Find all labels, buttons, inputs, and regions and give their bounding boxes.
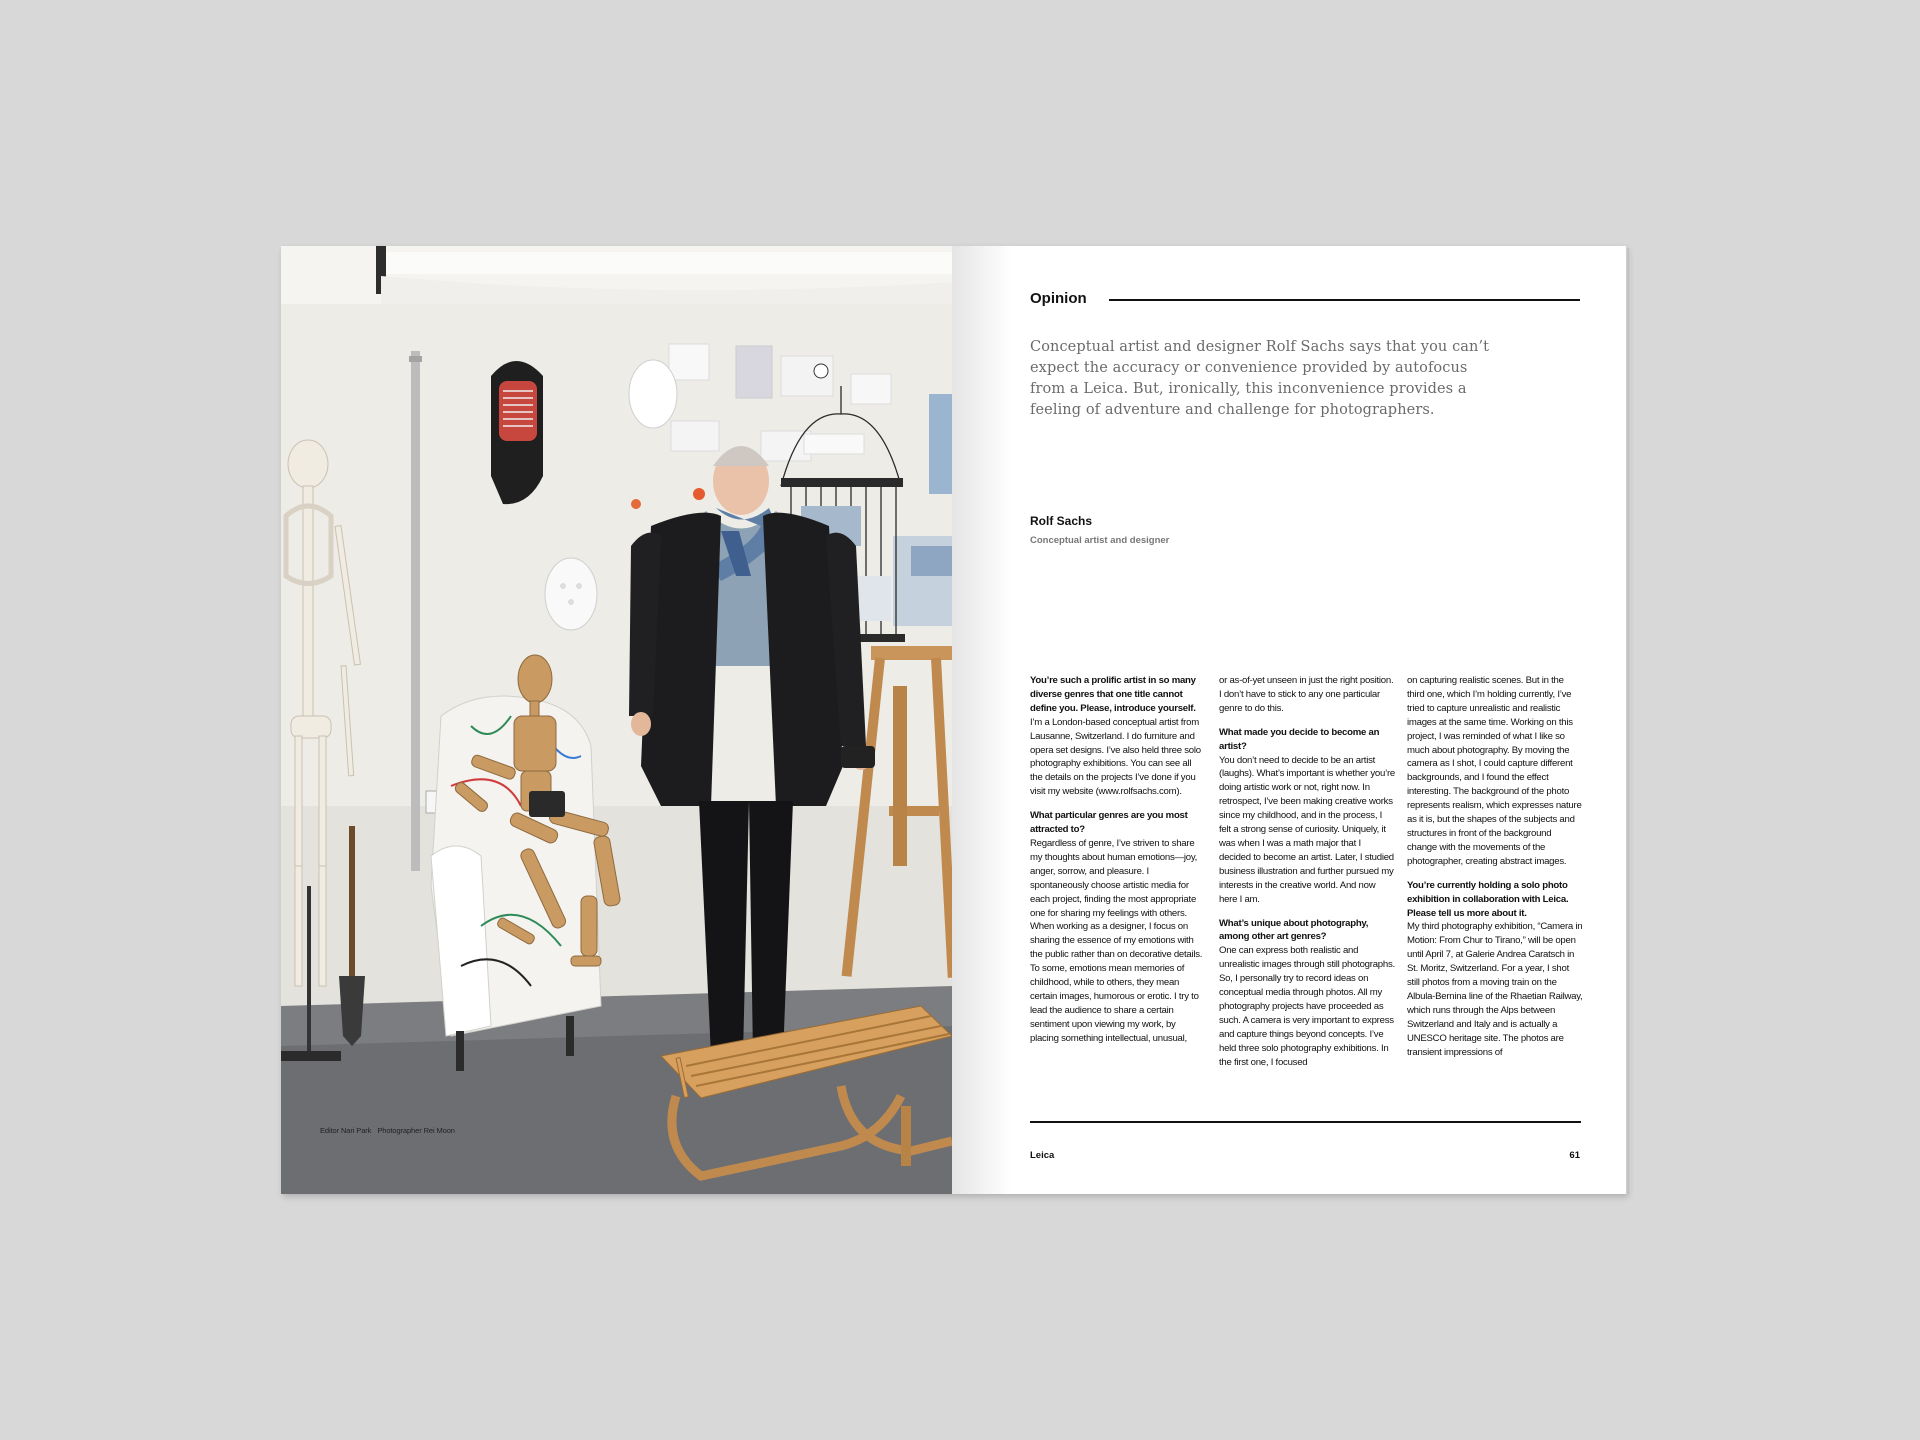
answer: I’m a London-based conceptual artist from Lausanne, Switzerland. I do furniture and opera set designs. I’ve also held three solo photography exhibitions. You can see all the details on the projects I’ve done if you visit my website (www.rolfsachs.com). xyxy=(1030,716,1201,798)
question: You’re currently holding a solo photo exhibition in collaboration with Leica. Please tell us more about it. xyxy=(1407,879,1569,919)
question: What made you decide to become an artist? xyxy=(1219,726,1380,752)
page-edge xyxy=(1626,248,1629,1194)
answer: or as-of-yet unseen in just the right position. I don’t have to stick to any one particular genre to do this. xyxy=(1219,675,1394,714)
question: What particular genres are you most attracted to? xyxy=(1030,810,1188,836)
publication-name: Leica xyxy=(1030,1150,1055,1161)
author-role: Conceptual artist and designer xyxy=(1030,535,1170,546)
answer: on capturing realistic scenes. But in the third one, which I’m holding currently, I’ve tried to capture unrealistic and realistic images at the same time. Working on this project, I was reminded of what I like so much about photography. By moving the camera as I shot, I could capture different backgrounds, and I found the effect interesting. The background of the photo represents realism, which expresses nature as it is, but the shapes of the subjects and structures in front of the background change with the movements of the photographer, creating abstract images. xyxy=(1407,675,1582,867)
photo-credits xyxy=(320,1126,455,1135)
section-header xyxy=(1030,288,1580,308)
question: What’s unique about photography, among other art genres? xyxy=(1219,917,1369,943)
text-column-3 xyxy=(1407,674,1583,1069)
left-page-photo xyxy=(281,246,952,1194)
editor-credit: Editor Nari Park xyxy=(320,1126,372,1135)
studio-portrait-photo xyxy=(281,246,952,1194)
page-number: 61 xyxy=(1569,1150,1580,1161)
right-page-article xyxy=(952,246,1626,1194)
magazine-spread xyxy=(281,246,1626,1194)
photographer-credit: Photographer Rei Moon xyxy=(377,1126,455,1135)
text-column-2 xyxy=(1219,674,1395,1079)
gutter-shadow xyxy=(952,246,1012,1194)
article-columns xyxy=(1030,674,1582,1114)
section-title: Opinion xyxy=(1030,290,1087,307)
answer: Regardless of genre, I’ve striven to share my thoughts about human emotions—joy, anger, sorrow, and pleasure. I spontaneously choose artistic media for each project, finding the most appropriate one for sharing my feelings with others. When working as a designer, I focus on sharing the essence of my emotions with the public rather than on decorative details. To some, emotions mean memories of childhood, while to others, they mean certain images, humorous or erotic. I try to lead the audience to share a certain sentiment upon viewing my work, by placing something intellectual, unusual, xyxy=(1030,837,1203,1044)
answer: My third photography exhibition, “Camera in Motion: From Chur to Tirano,” will be open until April 7, at Galerie Andrea Caratsch in St. Moritz, Switzerland. For a year, I shot still photos from a moving train on the Albula-Bernina line of the Rhaetian Railway, which runs through the Alps between Switzerland and Italy and is actually a UNESCO heritage site. The photos are transient impressions of xyxy=(1407,921,1583,1058)
footer-rule xyxy=(1030,1121,1581,1123)
text-column-1 xyxy=(1030,674,1206,1056)
question: You’re such a prolific artist in so many diverse genres that one title cannot define you. Please, introduce yourself. xyxy=(1030,675,1196,714)
author-name: Rolf Sachs xyxy=(1030,514,1093,528)
article-lede: Conceptual artist and designer Rolf Sachs says that you can’t expect the accuracy or convenience provided by autofocus from a Leica. But, ironically, this inconvenience provides a feeling of adventure and challenge for photographers. xyxy=(1030,339,1490,418)
answer: You don’t need to decide to be an artist (laughs). What’s important is whether you’re doing artistic work or not, right now. In retrospect, I’ve been making creative works since my childhood, and in the process, I felt a strong sense of curiosity. Uniquely, it was when I was a math major that I decided to become an artist. Later, I studied business illustration and further pursued my interests in the creative world. And now here I am. xyxy=(1219,754,1395,905)
section-rule xyxy=(1109,299,1580,301)
answer: One can express both realistic and unrealistic images through still photographs. So, I personally try to record ideas on conceptual media through photos. All my photography projects have proceeded as such. A camera is very important to express and capture things beyond concepts. I’ve held three solo photography exhibitions. In the first one, I focused xyxy=(1219,945,1395,1068)
